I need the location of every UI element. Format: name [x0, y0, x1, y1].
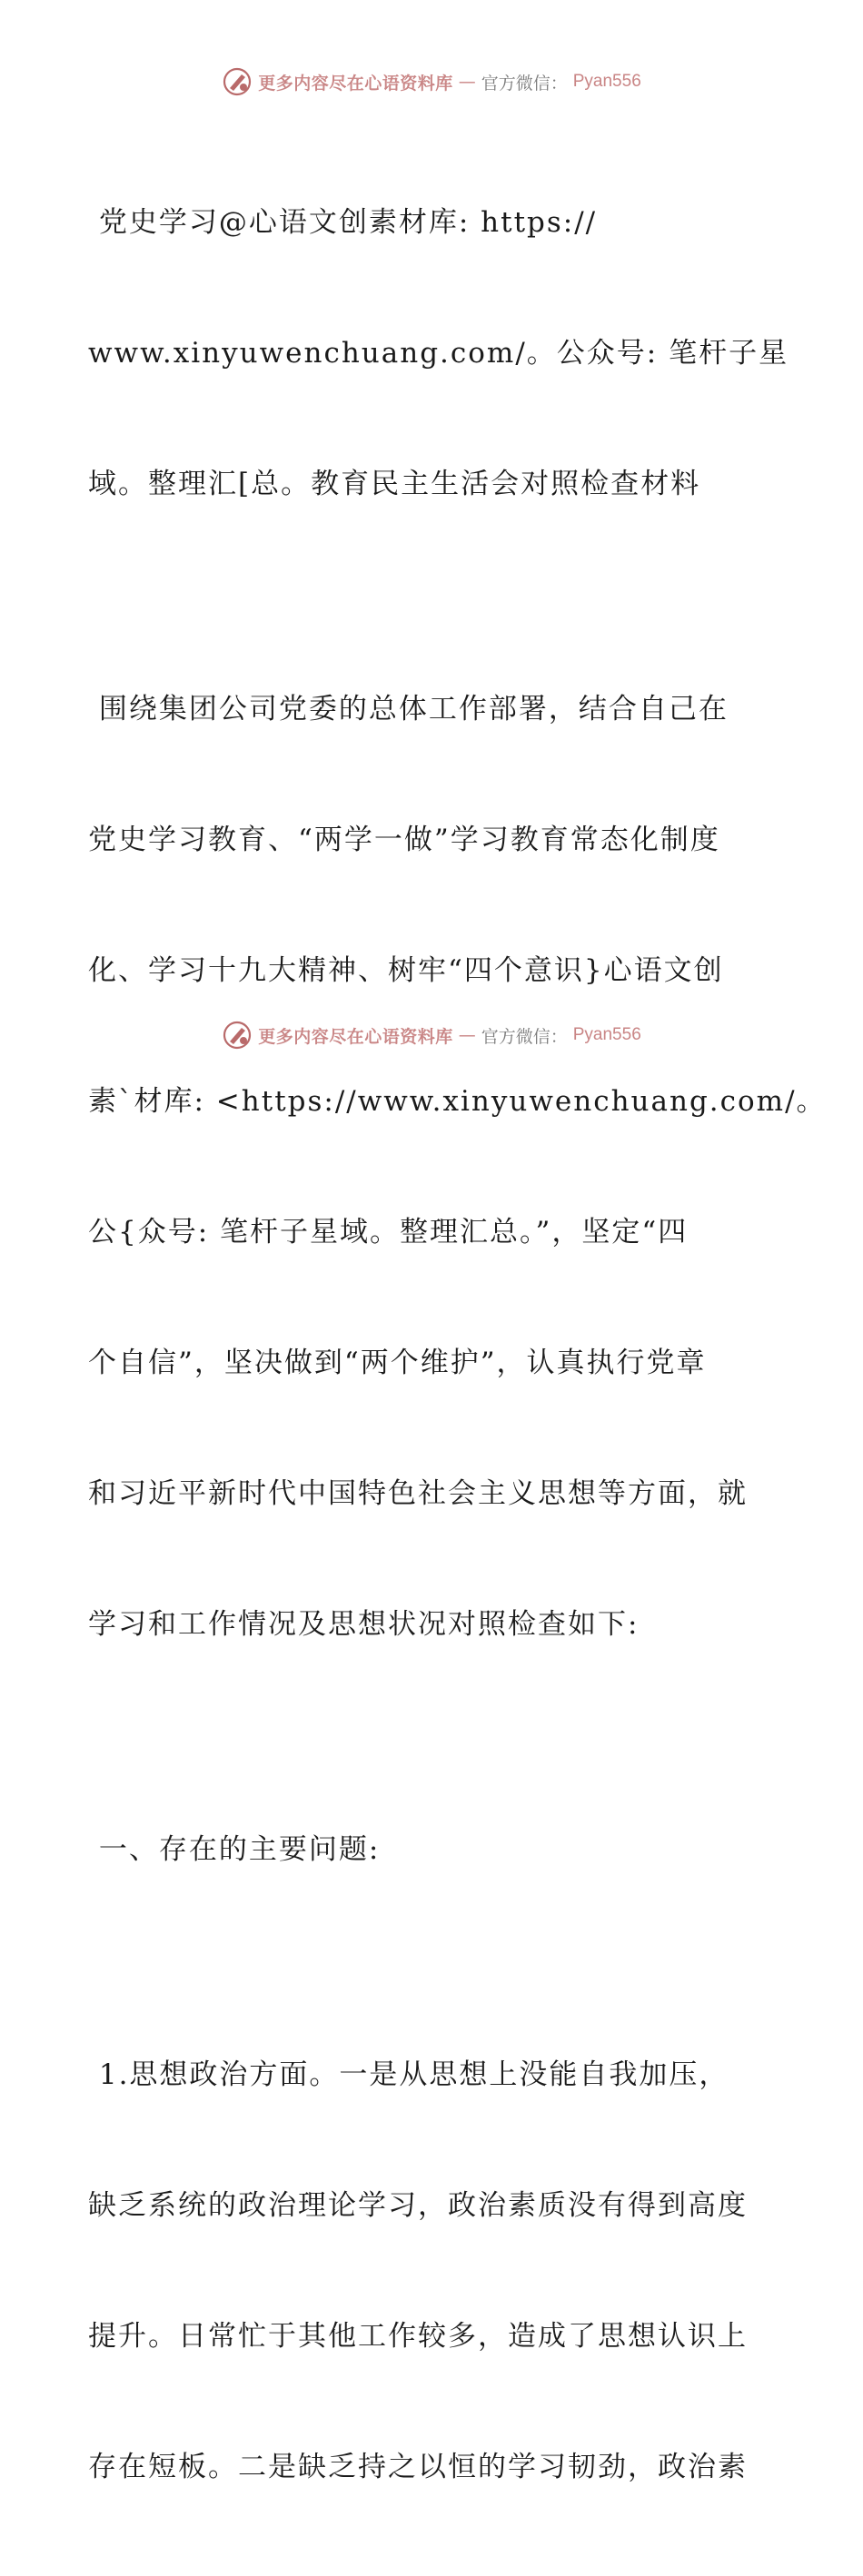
text-line: 个自信”，坚决做到“两个维护”，认真执行党章	[88, 1347, 707, 1379]
text-line: 党史学习教育、“两学一做”学习教育常态化制度	[88, 824, 720, 856]
paragraph-intro	[88, 600, 827, 1733]
text-line: 提升。日常忙于其他工作较多，造成了思想认识上	[88, 2320, 748, 2353]
footer-watermark-banner	[0, 1017, 863, 1053]
text-line: 围绕集团公司党委的总体工作部署，结合自己在	[88, 693, 729, 725]
official-wechat-label: 官方微信：	[481, 73, 568, 94]
text-line: 学习和工作情况及思想状况对照检查如下:	[88, 1608, 640, 1641]
official-wechat-label: 官方微信：	[481, 1026, 568, 1047]
section-heading	[88, 1741, 779, 1959]
banner-separator: —	[458, 1025, 476, 1045]
pen-seal-icon	[222, 1020, 253, 1051]
promo-text: 更多内容尽在心语资料库	[258, 73, 453, 94]
text-line: 缺乏系统的政治理论学习，政治素质没有得到高度	[88, 2189, 748, 2222]
text-line: 素`材库: <https://www.xinyuwenchuang.com/。	[88, 1085, 827, 1118]
header-watermark-banner	[0, 64, 863, 100]
text-line: 1.思想政治方面。一是从思想上没能自我加压，	[88, 2058, 729, 2091]
text-line: 域。整理汇[总。教育民主生活会对照检查材料	[88, 468, 701, 500]
wechat-id: Pyan556	[572, 1025, 641, 1044]
text-line: 存在短板。二是缺乏持之以恒的学习韧劲，政治素	[88, 2451, 748, 2483]
pen-seal-icon	[222, 66, 253, 97]
text-line: 公{众号: 笔杆子星域。整理汇总。”，坚定“四	[88, 1216, 689, 1249]
text-line: www.xinyuwenchuang.com/。公众号: 笔杆子星	[88, 337, 789, 370]
text-line: 党史学习@心语文创素材库: https://	[88, 206, 598, 239]
text-line: 一、存在的主要问题:	[88, 1833, 381, 1866]
promo-text: 更多内容尽在心语资料库	[258, 1026, 453, 1047]
text-line: 和习近平新时代中国特色社会主义思想等方面，就	[88, 1477, 748, 1510]
paragraph-heading-source	[88, 114, 789, 593]
document-body	[88, 114, 827, 2576]
text-line: 化、学习十九大精神、树牢“四个意识}心语文创	[88, 954, 724, 987]
paragraph-item-1	[88, 1966, 779, 2576]
banner-separator: —	[458, 72, 476, 92]
wechat-id: Pyan556	[572, 72, 641, 91]
